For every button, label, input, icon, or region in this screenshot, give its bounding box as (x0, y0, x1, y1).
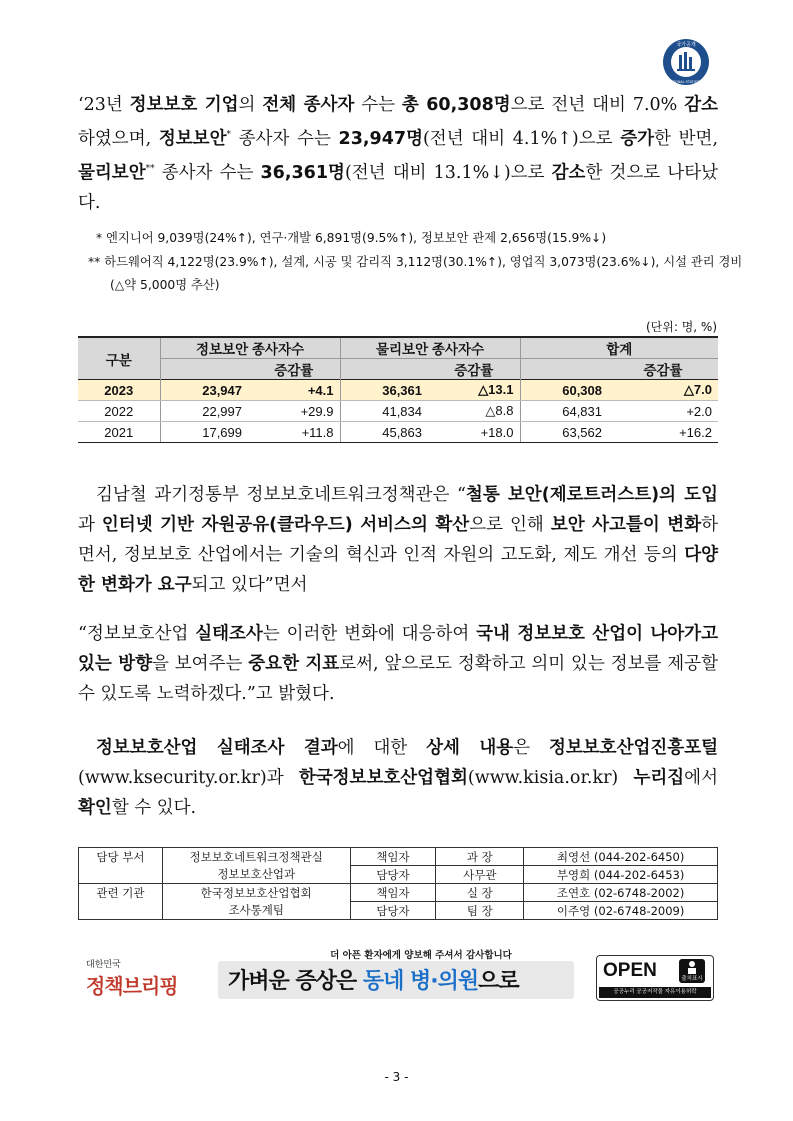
header-category: 구분 (78, 337, 160, 380)
survey-quote-paragraph: “정보보호산업 실태조사는 이러한 변화에 대응하여 국내 정보보호 산업이 나아가고 있는 방향을 보여주는 중요한 지표로써, 앞으로도 정확하고 의미 있는 정보를 제공할 수 있도록 노력하겠다.”고 밝혔다. (78, 624, 718, 704)
header-change: 증감률 (608, 359, 718, 380)
header-info-security: 정보보안 종사자수 (160, 337, 340, 359)
dept-name-2: 정보보호산업과 (162, 866, 350, 884)
banner-caption: 더 아픈 환자에게 양보해 주셔서 감사합니다 (330, 950, 512, 961)
seal-top-text: 국가공개 (676, 42, 696, 48)
summary-paragraph: ‘23년 정보보호 기업의 전체 종사자 수는 총 60,308명으로 전년 대비 7.0% 감소하였으며, 정보보안* 종사자 수는 23,947명(전년 대비 4.1%↑)으로 증가한 반면, 물리보안** 종사자 수는 36,361명(전년 대비 13.1%↓)으로 감소한 것으로 나타났다. (78, 95, 719, 213)
footnote-physical-security: ** 하드웨어직 4,122명(23.9%↑), 설계, 시공 및 감리직 3,112명(30.1%↑), 영업직 3,073명(23.6%↓), 시설 관리 경비 (88, 255, 743, 269)
kogl-open-badge: OPEN 출처표시 공공누리 공공저작물 자유이용허락 (596, 955, 714, 1001)
table-row: 2023 23,947 +4.1 36,361 △13.1 60,308 △7.0 (78, 380, 718, 401)
contact-table: 담당 부서 정보보호네트워크정책관실 책임자 과 장 최영선 (044-202-6450) 정보보호산업과 담당자 사무관 부영희 (044-202-6453) 관련 기관 한국정보보호산업협회 책임자 실 장 조연호 (02-6748-2002) 조사통계팀 담당자 팀 장 이주영 (02-6748-2009) (78, 847, 718, 920)
dept-name-1: 정보보호네트워크정책관실 (162, 848, 350, 866)
employment-stats-table (78, 336, 718, 443)
header-change: 증감률 (428, 359, 520, 380)
policy-briefing-logo: 대한민국 정책브리핑 (86, 960, 178, 998)
official-quote-paragraph: 김남철 과기정통부 정보보호네트워크정책관은 “철통 보안(제로트러스트)의 도입과 인터넷 기반 자원공유(클라우드) 서비스의 확산으로 인해 보안 사고틀이 변화하면서, 정보보호 산업에서는 기술의 혁신과 인적 자원의 고도화, 제도 개선 등의 다양한 변화가 요구되고 있다”면서 (78, 485, 719, 595)
org-label: 관련 기관 (79, 884, 163, 902)
table-unit: (단위: 명, %) (645, 320, 717, 334)
header-total: 합계 (520, 337, 718, 359)
attribution-icon: 출처표시 (679, 959, 705, 983)
banner-slogan: 가벼운 증상은 동네 병·의원으로 (228, 969, 519, 994)
table-row: 2022 22,997 +29.9 41,834 △8.8 64,831 +2.0 (78, 401, 718, 422)
header-change: 증감률 (248, 359, 340, 380)
more-info-paragraph: 정보보호산업 실태조사 결과에 대한 상세 내용은 정보보호산업진흥포털 (www.ksecurity.or.kr)과 한국정보보호산업협회(www.kisia.or.kr) 누리집에서 확인할 수 있다. (78, 738, 719, 818)
footer-banner (78, 945, 718, 1003)
dept-label: 담당 부서 (79, 848, 163, 866)
footnote-info-security: * 엔지니어 9,039명(24%↑), 연구·개발 6,891명(9.5%↑), 정보보안 관제 2,656명(15.9%↓) (96, 231, 607, 245)
org-name-2: 조사통계팀 (162, 902, 350, 920)
seal-ring-text: NATIONAL STATISTICS (667, 80, 705, 84)
table-row: 2021 17,699 +11.8 45,863 +18.0 63,562 +16.2 (78, 422, 718, 443)
org-name-1: 한국정보보호산업협회 (162, 884, 350, 902)
statistics-seal-logo (662, 38, 710, 86)
footnote-estimate: (△약 5,000명 추산) (110, 278, 220, 292)
page-number: - 3 - (384, 1070, 409, 1084)
header-physical-security: 물리보안 종사자수 (340, 337, 520, 359)
